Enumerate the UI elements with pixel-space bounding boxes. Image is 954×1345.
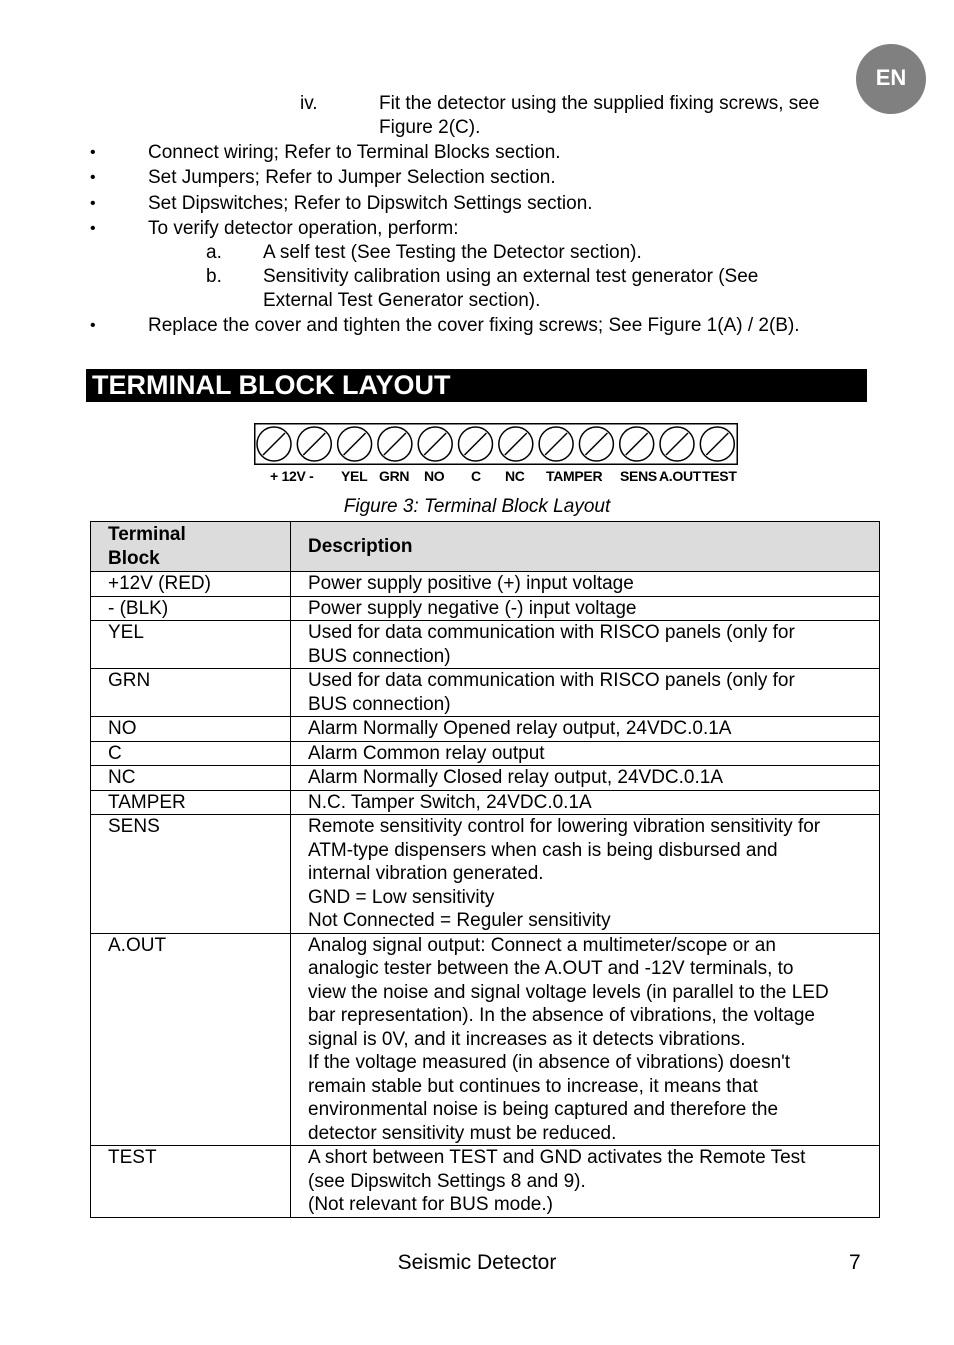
description-cell [291, 717, 880, 742]
description-line: A short between TEST and GND activates the Remote Test [308, 1147, 806, 1168]
terminal-label-12v: + 12V - [270, 468, 314, 484]
sub-step-a-marker: a. [206, 242, 222, 263]
description-line: analogic tester between the A.OUT and -12V terminals, to [308, 958, 794, 979]
table-row [91, 572, 880, 597]
description-line: GND = Low sensitivity [308, 886, 495, 908]
terminal-block-figure [254, 423, 738, 470]
description-line: bar representation). In the absence of vibrations, the voltage [308, 1005, 815, 1026]
header-terminal-block-line1: Terminal [108, 524, 186, 545]
bullet-item: Set Dipswitches; Refer to Dipswitch Settings section. [148, 193, 593, 214]
section-heading: TERMINAL BLOCK LAYOUT [86, 369, 867, 402]
description-line: (Not relevant for BUS mode.) [308, 1194, 553, 1215]
description-line: BUS connection) [308, 645, 451, 667]
footer-title: Seismic Detector [397, 1251, 557, 1274]
description-cell [291, 1146, 880, 1218]
terminal-block-cell: GRN [91, 669, 291, 717]
language-badge: EN [856, 44, 926, 114]
figure-caption: Figure 3: Terminal Block Layout [343, 496, 611, 517]
description-line: remain stable but continues to increase, it means that [308, 1075, 758, 1097]
bullet-marker: • [90, 220, 96, 237]
terminal-label-c: C [471, 468, 481, 484]
description-cell [291, 790, 880, 815]
terminal-block-cell: NO [91, 717, 291, 742]
terminal-block-cell: TEST [91, 1146, 291, 1218]
terminal-block-cell: +12V (RED) [91, 572, 291, 597]
description-line: Alarm Normally Opened relay output, 24VDC.0.1A [308, 718, 732, 739]
terminal-label-grn: GRN [379, 468, 410, 484]
description-line: Remote sensitivity control for lowering vibration sensitivity for [308, 816, 821, 837]
description-line: signal is 0V, and it increases as it detects vibrations. [308, 1028, 746, 1050]
terminal-label-test: TEST [702, 468, 737, 484]
sub-step-b-text-1: Sensitivity calibration using an external test generator (See [263, 266, 759, 287]
description-cell [291, 669, 880, 717]
bullet-marker: • [90, 195, 96, 212]
terminal-block-table [90, 521, 880, 1218]
bullet-item: Replace the cover and tighten the cover fixing screws; See Figure 1(A) / 2(B). [148, 315, 800, 336]
step-iv-marker: iv. [300, 93, 318, 114]
header-terminal-block [91, 522, 291, 572]
terminal-label-yel: YEL [341, 468, 368, 484]
terminal-label-no: NO [424, 468, 445, 484]
description-line: (see Dipswitch Settings 8 and 9). [308, 1170, 586, 1192]
sub-step-b-marker: b. [206, 266, 222, 287]
terminal-block-cell: SENS [91, 815, 291, 934]
description-line: detector sensitivity must be reduced. [308, 1122, 617, 1144]
terminal-block-cell: YEL [91, 621, 291, 669]
description-cell [291, 741, 880, 766]
description-cell [291, 621, 880, 669]
bullet-marker: • [90, 317, 96, 334]
description-line: view the noise and signal voltage levels (in parallel to the LED [308, 981, 829, 1003]
table-row [91, 621, 880, 669]
description-line: environmental noise is being captured and therefore the [308, 1099, 779, 1120]
table-row [91, 933, 880, 1146]
description-line: internal vibration generated. [308, 863, 544, 884]
table-row [91, 669, 880, 717]
description-cell [291, 766, 880, 791]
table-row [91, 717, 880, 742]
header-terminal-block-line2: Block [108, 547, 160, 569]
terminal-block-cell: - (BLK) [91, 596, 291, 621]
terminal-label-aout: A.OUT [659, 468, 702, 484]
description-cell [291, 572, 880, 597]
description-line: Alarm Common relay output [308, 742, 545, 764]
description-line: Not Connected = Reguler sensitivity [308, 910, 611, 931]
table-header-row [91, 522, 880, 572]
bullet-marker: • [90, 144, 96, 161]
terminal-block-cell: C [91, 741, 291, 766]
description-line: BUS connection) [308, 693, 451, 715]
description-line: If the voltage measured (in absence of vibrations) doesn't [308, 1052, 791, 1073]
description-line: ATM-type dispensers when cash is being disbursed and [308, 839, 778, 861]
description-cell [291, 596, 880, 621]
bullet-item: Set Jumpers; Refer to Jumper Selection section. [148, 167, 556, 188]
bullet-item: To verify detector operation, perform: [148, 218, 459, 239]
description-line: Used for data communication with RISCO panels (only for [308, 670, 795, 691]
terminal-label-tamper: TAMPER [546, 468, 603, 484]
table-row [91, 741, 880, 766]
sub-step-b-text-2: External Test Generator section). [263, 290, 541, 311]
sub-step-a-text: A self test (See Testing the Detector section). [263, 242, 642, 263]
table-row [91, 766, 880, 791]
terminal-label-sens: SENS [620, 468, 657, 484]
page-number: 7 [849, 1251, 861, 1274]
bullet-item: Connect wiring; Refer to Terminal Blocks section. [148, 142, 561, 163]
description-line: Alarm Normally Closed relay output, 24VDC.0.1A [308, 767, 724, 788]
terminal-screws-diagram [254, 423, 738, 465]
terminal-label-nc: NC [505, 468, 525, 484]
description-cell [291, 815, 880, 934]
description-line: Power supply positive (+) input voltage [308, 573, 634, 594]
bullet-marker: • [90, 169, 96, 186]
table-row [91, 596, 880, 621]
terminal-block-cell: TAMPER [91, 790, 291, 815]
step-iv-text-2: Figure 2(C). [379, 117, 481, 138]
header-description: Description [291, 522, 880, 572]
description-cell [291, 933, 880, 1146]
table-row [91, 815, 880, 934]
description-line: N.C. Tamper Switch, 24VDC.0.1A [308, 791, 592, 813]
terminal-block-cell: NC [91, 766, 291, 791]
terminal-block-cell: A.OUT [91, 933, 291, 1146]
description-line: Power supply negative (-) input voltage [308, 597, 637, 619]
description-line: Used for data communication with RISCO panels (only for [308, 622, 795, 643]
table-row [91, 1146, 880, 1218]
description-line: Analog signal output: Connect a multimeter/scope or an [308, 934, 776, 956]
table-row [91, 790, 880, 815]
step-iv-text-1: Fit the detector using the supplied fixing screws, see [379, 93, 820, 114]
